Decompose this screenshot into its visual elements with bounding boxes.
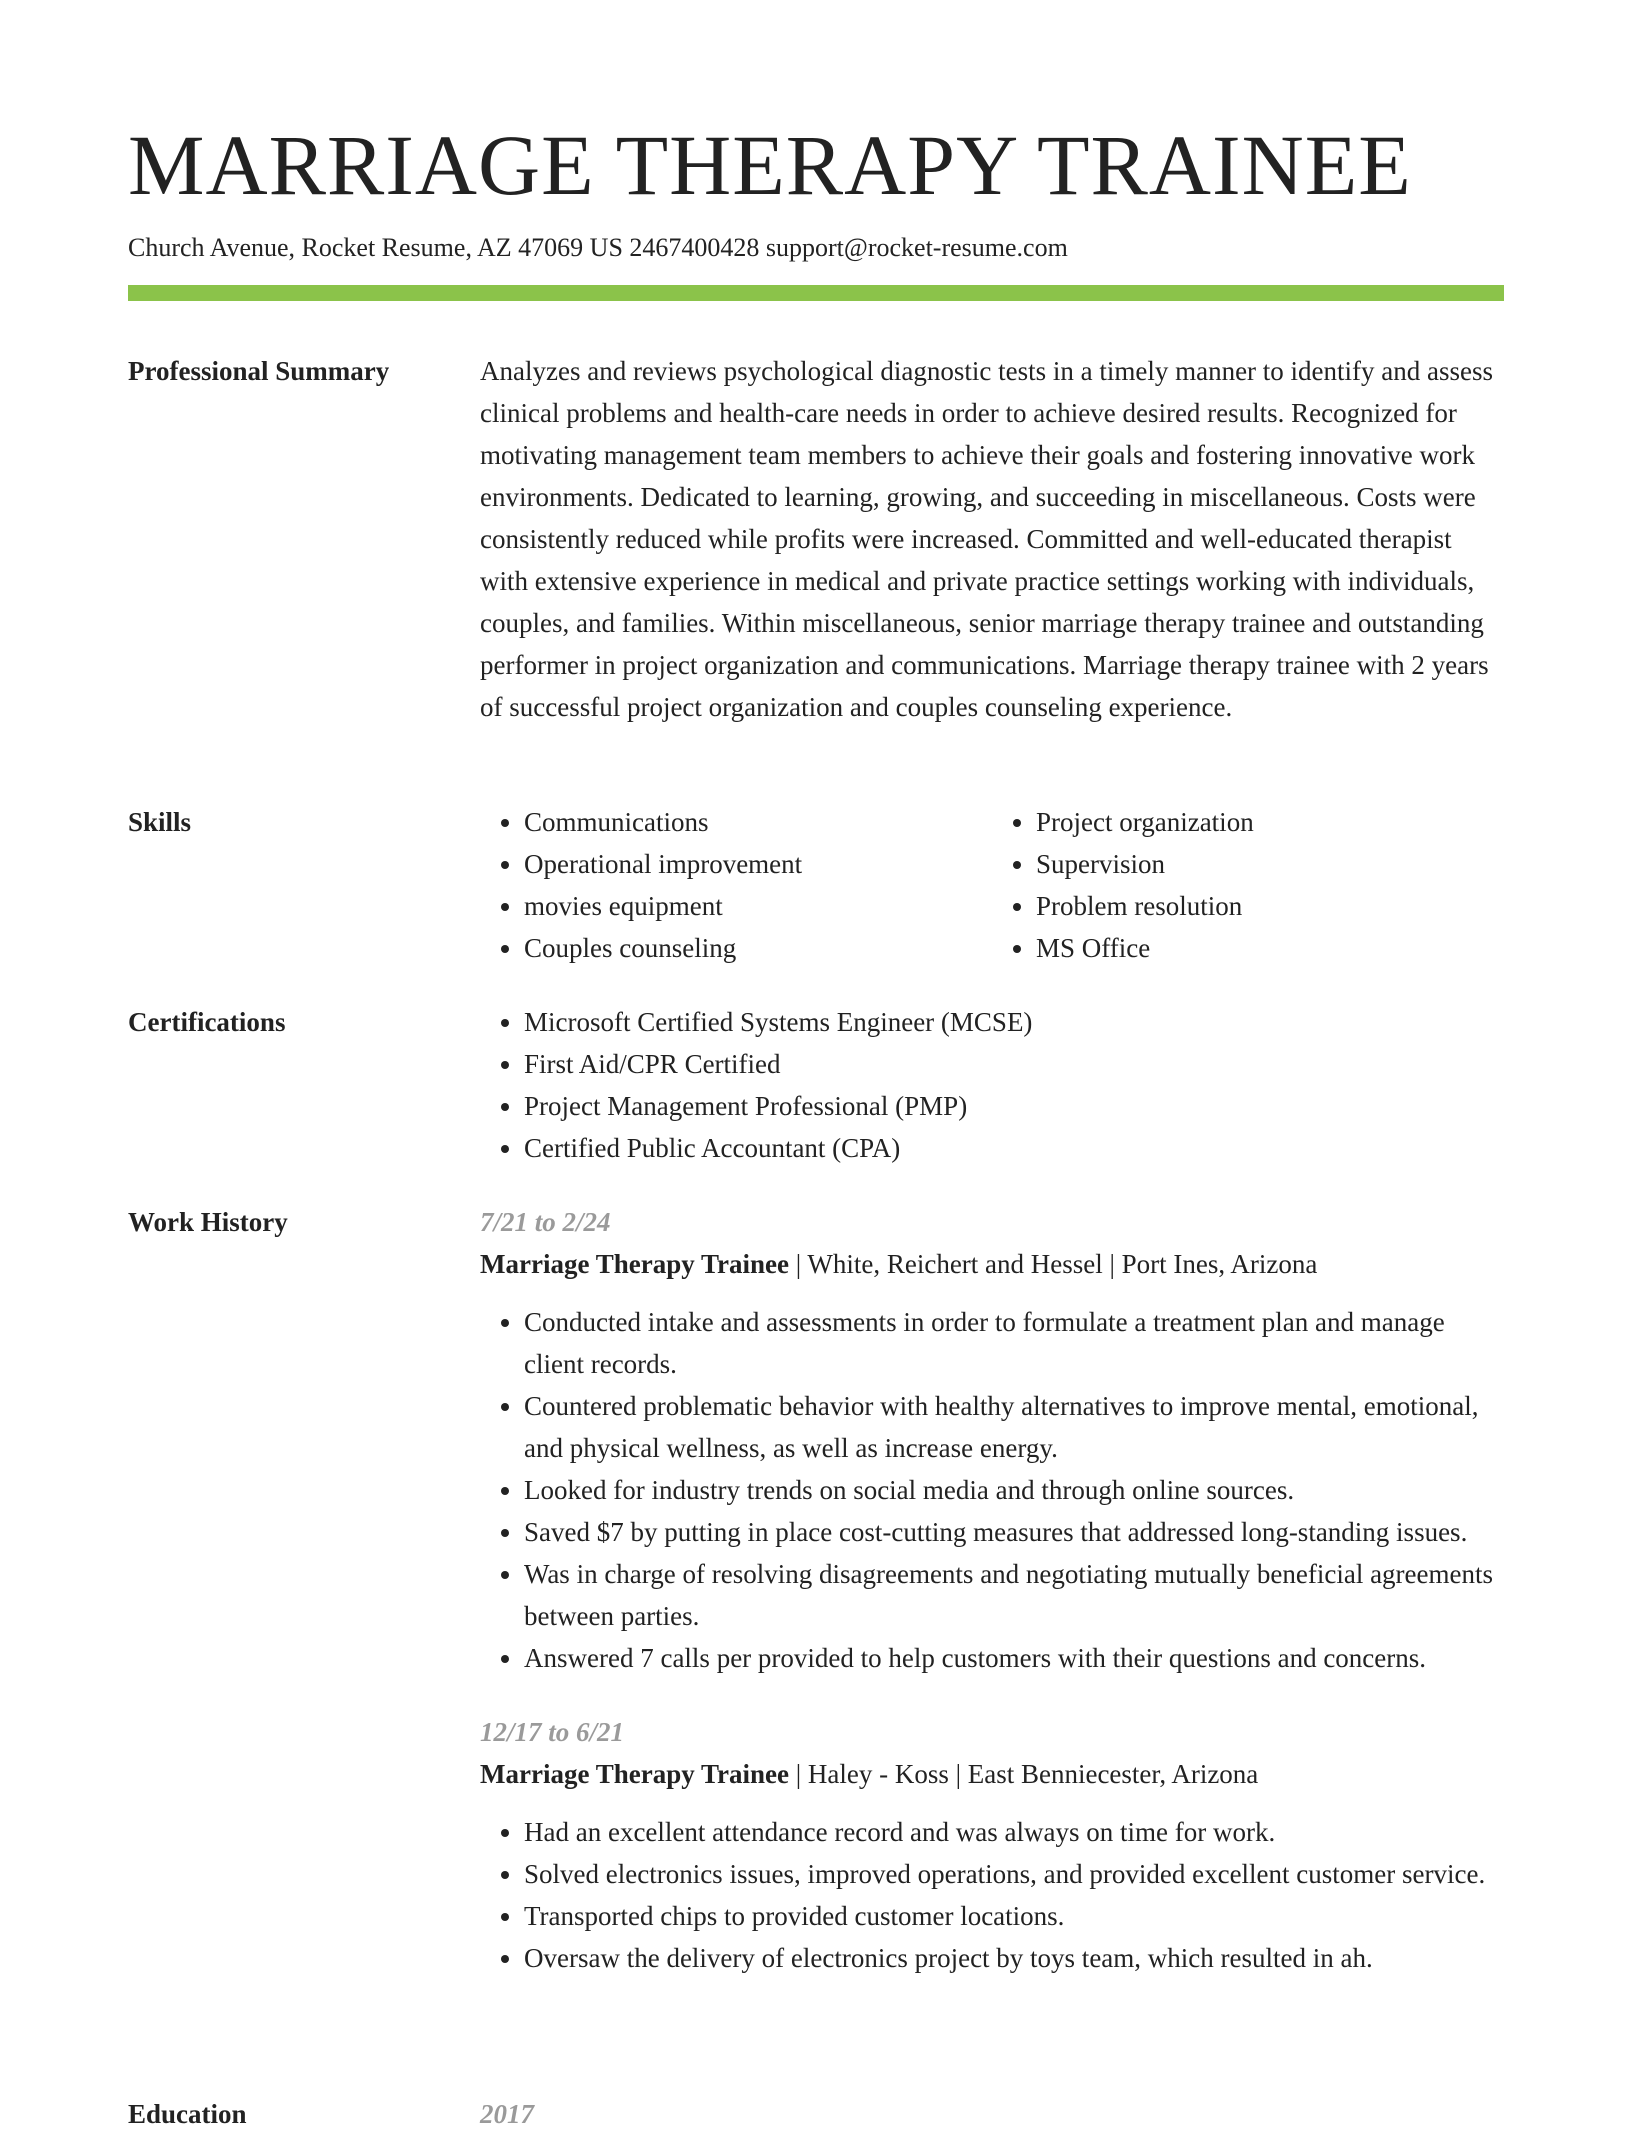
job-duty-item: • Transported chips to provided customer locations. [524,1895,1504,1937]
job-duty-item: • Conducted intake and assessments in order to formulate a treatment plan and manage client records. [524,1301,1504,1385]
certification-item: • Microsoft Certified Systems Engineer (MCSE) [524,1001,1504,1043]
skill-item: • MS Office [1036,927,1504,969]
job-duties-list [480,1301,1504,1679]
education-date: 2017 [480,2099,534,2129]
work-history-heading: Work History [128,1207,288,1237]
job-duties-list [480,1811,1504,1979]
job-dates: 7/21 to 2/24 [480,1207,611,1237]
education-heading: Education [128,2099,247,2129]
job-title: Marriage Therapy Trainee [480,1249,789,1279]
skill-item: • Operational improvement [524,843,992,885]
skills-list-left [480,801,992,969]
summary-heading: Professional Summary [128,356,390,386]
job-entry [480,1201,1504,1679]
job-dates: 12/17 to 6/21 [480,1717,625,1747]
certifications-list [480,1001,1504,1169]
skill-item: • Couples counseling [524,927,992,969]
certifications-heading: Certifications [128,1007,286,1037]
job-duty-item: • Had an excellent attendance record and was always on time for work. [524,1811,1504,1853]
skill-item: • Project organization [1036,801,1504,843]
skills-list-right [992,801,1504,969]
job-employer-location: | White, Reichert and Hessel | Port Ines, Arizona [788,1249,1318,1279]
job-entry [480,1711,1504,1979]
skill-item: • Problem resolution [1036,885,1504,927]
skill-item: • Supervision [1036,843,1504,885]
certification-item: • Project Management Professional (PMP) [524,1085,1504,1127]
job-heading [480,1243,1504,1285]
certification-item: • Certified Public Accountant (CPA) [524,1127,1504,1169]
job-duty-item: • Was in charge of resolving disagreements and negotiating mutually beneficial agreements between parties. [524,1553,1504,1637]
summary-text: Analyzes and reviews psychological diagnostic tests in a timely manner to identify and assess clinical problems and health-care needs in order to achieve desired results. Recognized for motivating management team members to achieve their goals and fostering innovative work environments. Dedicated to learning, growing, and succeeding in miscellaneous. Costs were consistently reduced while profits were increased. Committed and well-educated therapist with extensive experience in medical and private practice settings working with individuals, couples, and families. Within miscellaneous, senior marriage therapy trainee and outstanding performer in project organization and communications. Marriage therapy trainee with 2 years of successful project organization and couples counseling experience. [480,356,1494,722]
resume-title: MARRIAGE THERAPY TRAINEE [128,117,1412,213]
job-duty-item: • Solved electronics issues, improved operations, and provided excellent customer service. [524,1853,1504,1895]
job-duty-item: • Saved $7 by putting in place cost-cutting measures that addressed long-standing issues. [524,1511,1504,1553]
certification-item: • First Aid/CPR Certified [524,1043,1504,1085]
job-title: Marriage Therapy Trainee [480,1759,789,1789]
job-duty-item: • Countered problematic behavior with healthy alternatives to improve mental, emotional, and physical wellness, as well as increase energy. [524,1385,1504,1469]
job-heading [480,1753,1504,1795]
contact-line: Church Avenue, Rocket Resume, AZ 47069 US 2467400428 support@rocket-resume.com [128,233,1068,262]
job-duty-item: • Answered 7 calls per provided to help customers with their questions and concerns. [524,1637,1504,1679]
job-employer-location: | Haley - Koss | East Benniecester, Arizona [788,1759,1259,1789]
skill-item: • Communications [524,801,992,843]
job-duty-item: • Oversaw the delivery of electronics project by toys team, which resulted in ah. [524,1937,1504,1979]
accent-divider [128,285,1504,301]
job-duty-item: • Looked for industry trends on social media and through online sources. [524,1469,1504,1511]
skill-item: • movies equipment [524,885,992,927]
skills-heading: Skills [128,807,192,837]
